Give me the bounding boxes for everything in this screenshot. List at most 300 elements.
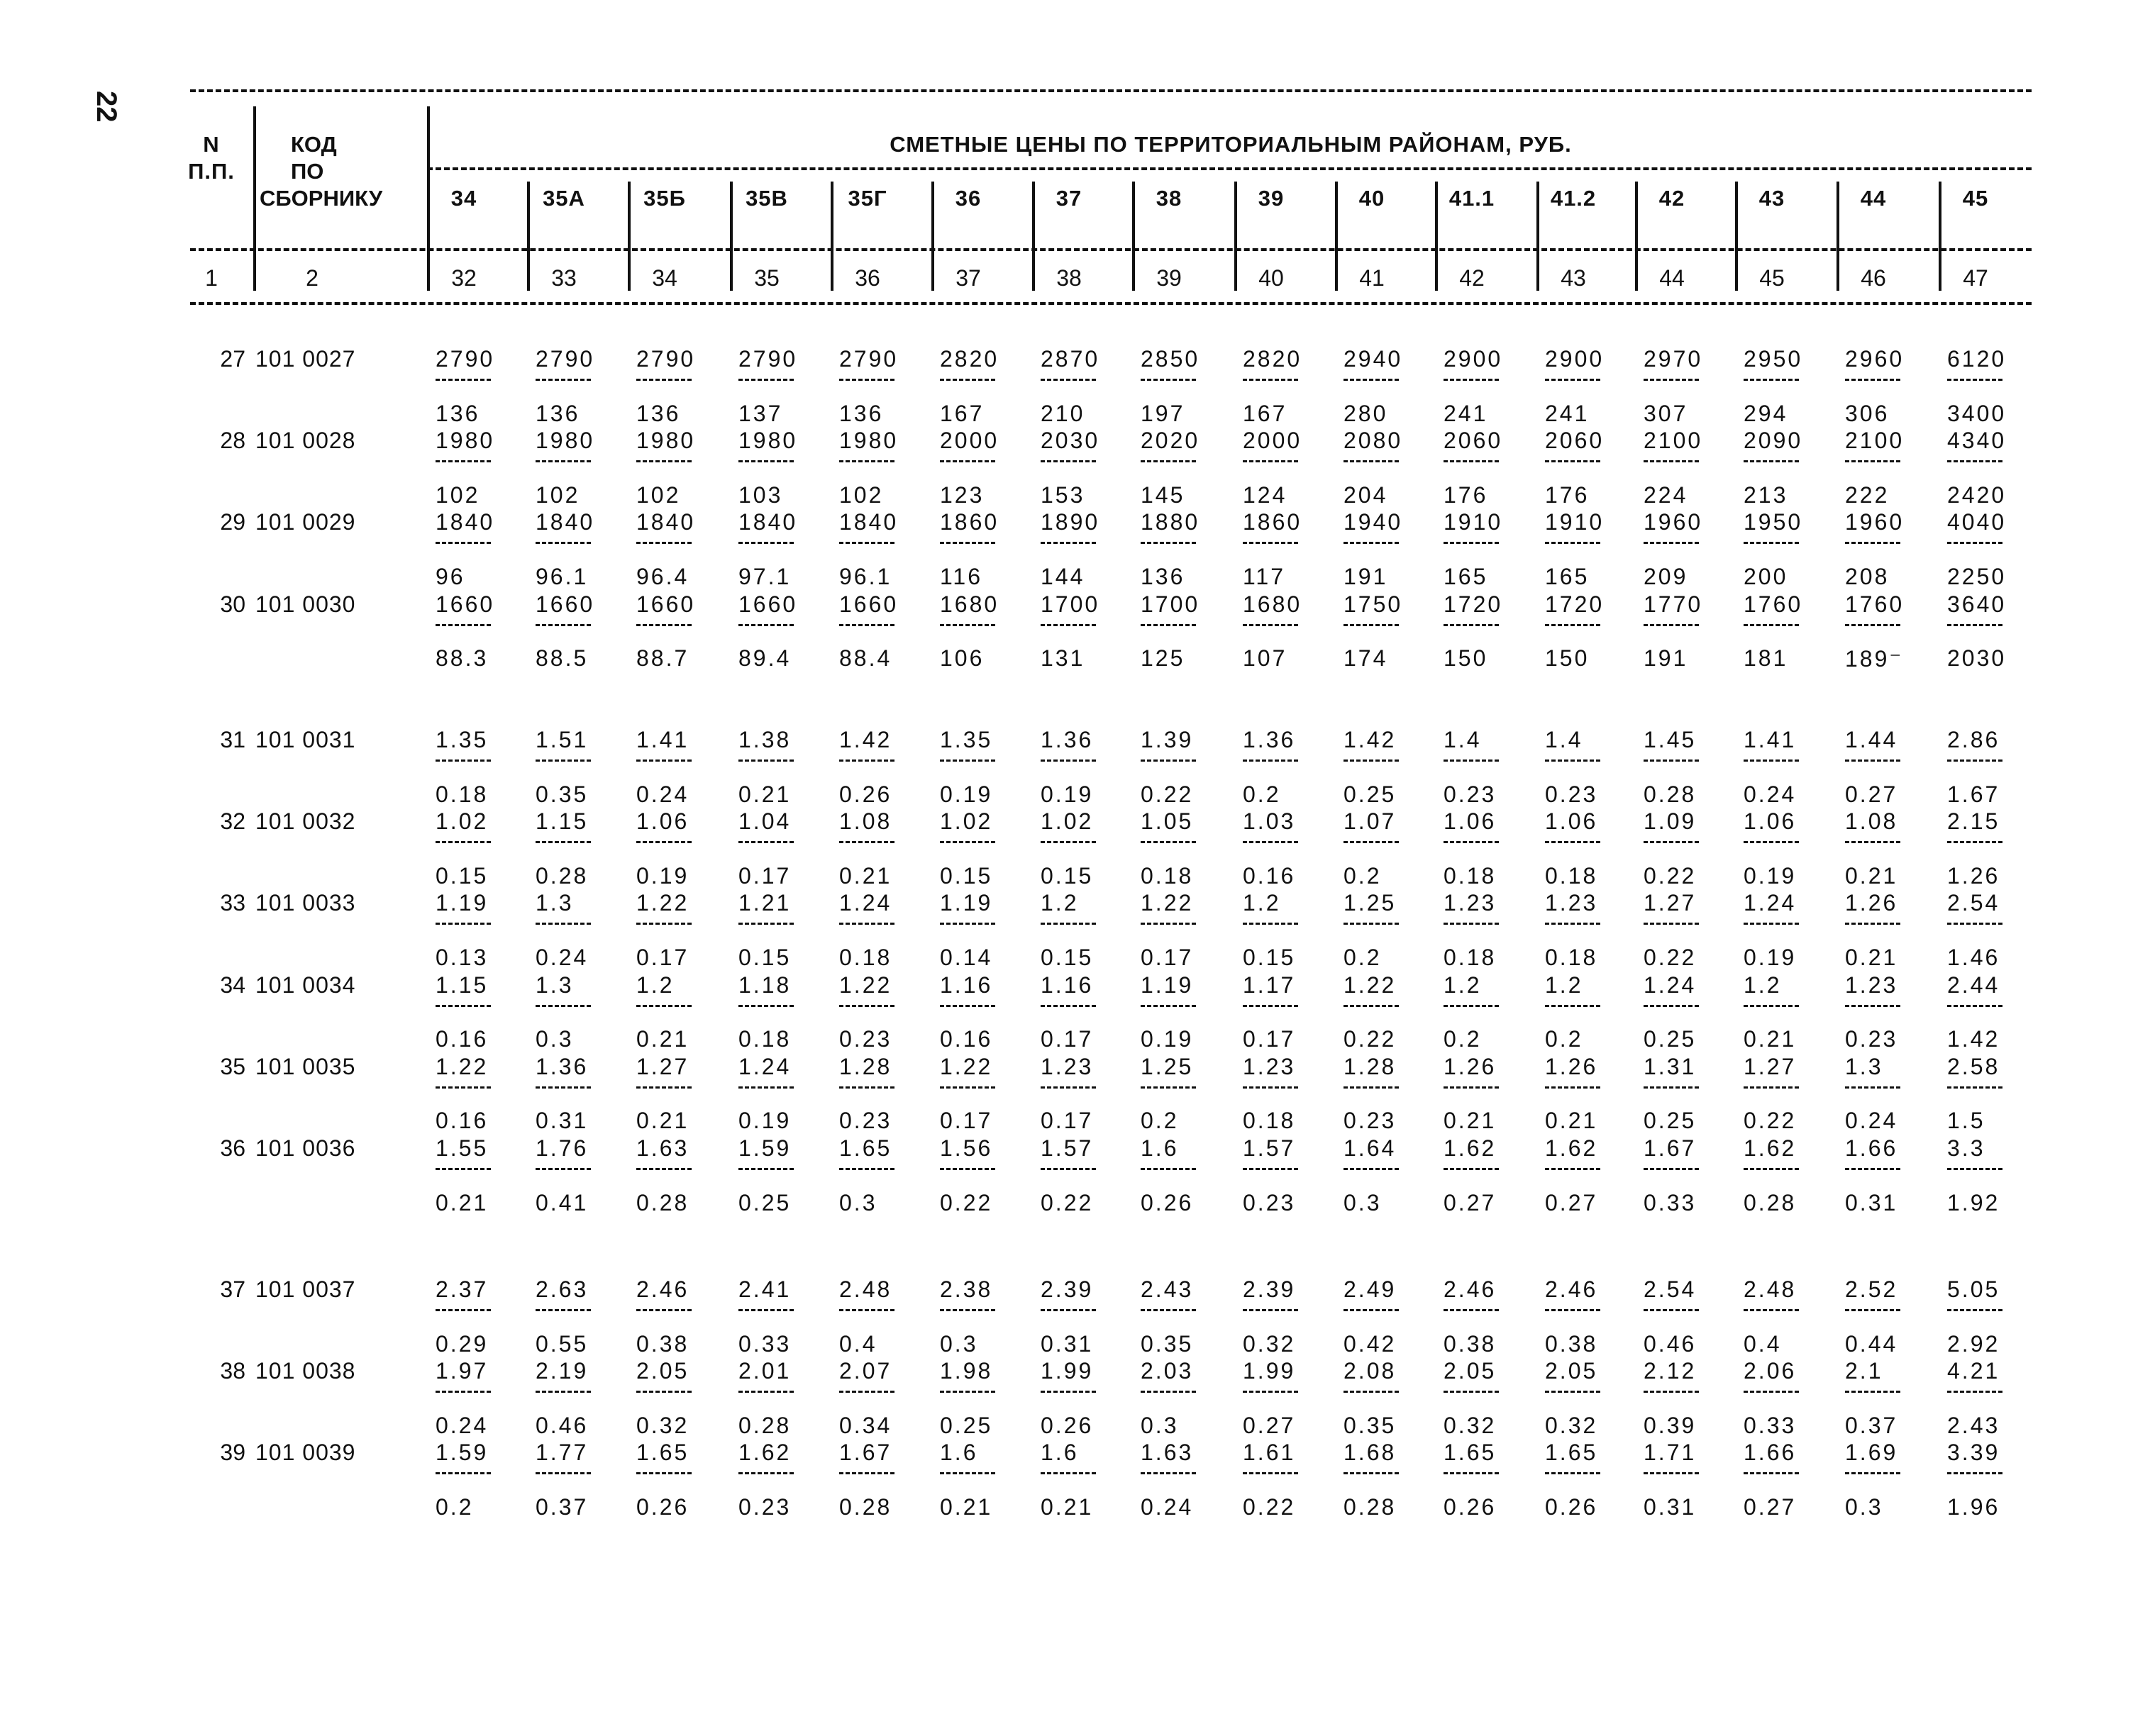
price-cell: 150	[1545, 645, 1590, 672]
price-cell: 1.22	[436, 1053, 489, 1079]
price-cell: 2.08	[1344, 1358, 1397, 1384]
price-cell: 3.3	[1947, 1135, 1985, 1161]
fraction-dash	[1041, 624, 1096, 626]
header-index: 44	[1659, 265, 1685, 291]
price-cell: 0.33	[1744, 1412, 1797, 1438]
fraction-dash	[1444, 542, 1499, 544]
price-cell: 0.21	[1444, 1108, 1497, 1134]
price-cell: 4.21	[1947, 1358, 2000, 1384]
fraction-dash	[1141, 1005, 1196, 1007]
fraction-dash	[1744, 1168, 1799, 1170]
price-cell: 1.4	[1444, 727, 1482, 752]
fraction-dash	[1243, 841, 1298, 843]
fraction-dash	[1545, 1086, 1600, 1089]
price-cell: 1.41	[1744, 727, 1797, 752]
fraction-dash	[1545, 1005, 1600, 1007]
fraction-dash	[1444, 1472, 1499, 1474]
fraction-dash	[1243, 460, 1298, 462]
price-cell: 181	[1744, 645, 1788, 672]
row-label	[211, 591, 355, 618]
price-cell: 1.62	[738, 1440, 792, 1466]
fraction-dash	[1947, 1309, 2002, 1311]
fraction-dash	[738, 379, 794, 381]
fraction-dash	[1644, 1391, 1699, 1393]
price-cell: 1.3	[1845, 1053, 1883, 1079]
price-cell: 0.31	[1644, 1494, 1697, 1520]
row-number: 33	[220, 890, 245, 916]
price-cell: 0.28	[1644, 781, 1697, 807]
fraction-dash	[1744, 760, 1799, 762]
price-cell: 0.32	[1243, 1330, 1296, 1357]
fraction-dash	[1744, 841, 1799, 843]
fraction-dash	[536, 760, 591, 762]
price-cell: 0.26	[1545, 1494, 1598, 1520]
price-cell: 150	[1444, 645, 1488, 672]
header-index: 34	[652, 265, 677, 291]
fraction-dash	[1545, 542, 1600, 544]
price-cell: 1660	[738, 591, 798, 617]
fraction-dash	[1141, 379, 1196, 381]
fraction-dash	[436, 1005, 491, 1007]
price-cell: 136	[1141, 564, 1185, 589]
fraction-dash	[1041, 841, 1096, 843]
price-cell: 1.3	[536, 972, 574, 998]
price-cell: 88.5	[536, 645, 589, 672]
fraction-dash	[940, 624, 995, 626]
fraction-dash	[1344, 1005, 1399, 1007]
price-cell: 1.99	[1041, 1358, 1094, 1384]
header-district: 38	[1156, 186, 1182, 211]
fraction-dash	[1947, 460, 2002, 462]
price-cell: 0.22	[1644, 945, 1697, 970]
fraction-dash	[1141, 1086, 1196, 1089]
fraction-dash	[1444, 1309, 1499, 1311]
price-cell: 137	[738, 400, 783, 426]
price-cell: 2.54	[1947, 890, 2000, 916]
price-cell: 1.22	[1141, 890, 1194, 916]
fraction-dash	[1545, 923, 1600, 925]
fraction-dash	[1545, 1309, 1600, 1311]
price-cell: 1.42	[839, 727, 892, 752]
fraction-dash	[636, 460, 692, 462]
price-cell: 0.18	[839, 945, 892, 970]
fraction-dash	[1845, 1086, 1900, 1089]
header-district: 44	[1860, 186, 1887, 211]
row-code: 101 0029	[255, 509, 356, 535]
fraction-dash	[1041, 542, 1096, 544]
fraction-dash	[940, 1005, 995, 1007]
price-cell: 1.03	[1243, 808, 1296, 835]
price-cell: 1980	[839, 428, 899, 454]
price-cell: 2.52	[1845, 1276, 1898, 1302]
fraction-dash	[940, 1086, 995, 1089]
price-cell: 2.1	[1845, 1358, 1883, 1384]
fraction-dash	[1845, 542, 1900, 544]
price-cell: 1.65	[636, 1440, 689, 1466]
price-cell: 2090	[1744, 428, 1803, 454]
fraction-dash	[1141, 624, 1196, 626]
price-cell: 2100	[1845, 428, 1905, 454]
price-cell: 0.16	[436, 1026, 489, 1052]
fraction-dash	[1644, 379, 1699, 381]
price-cell: 2940	[1344, 346, 1403, 372]
row-number: 36	[220, 1135, 245, 1161]
price-cell: 0.24	[1845, 1108, 1898, 1134]
fraction-dash	[1141, 923, 1196, 925]
fraction-dash	[1444, 1005, 1499, 1007]
fraction-dash	[536, 1086, 591, 1089]
fraction-dash	[1243, 1309, 1298, 1311]
price-cell: 0.37	[1845, 1412, 1898, 1438]
price-cell: 1980	[636, 428, 696, 454]
header-vrule	[1939, 182, 1941, 291]
price-cell: 2820	[940, 346, 999, 372]
header-vrule	[253, 106, 256, 291]
price-cell: 0.27	[1545, 1189, 1598, 1215]
header-group-rule	[427, 167, 2032, 170]
price-cell: 1.44	[1845, 727, 1898, 752]
price-cell: 1660	[436, 591, 495, 617]
price-cell: 208	[1845, 564, 1890, 589]
price-cell: 1.66	[1744, 1440, 1797, 1466]
price-cell: 1.2	[1744, 972, 1782, 998]
price-cell: 1980	[536, 428, 595, 454]
fraction-dash	[1947, 1168, 2002, 1170]
price-cell: 0.32	[1545, 1412, 1598, 1438]
fraction-dash	[1644, 1309, 1699, 1311]
fraction-dash	[1041, 760, 1096, 762]
fraction-dash	[1845, 1472, 1900, 1474]
fraction-dash	[1644, 1005, 1699, 1007]
price-cell: 2.86	[1947, 727, 2000, 752]
row-code: 101 0030	[255, 591, 356, 617]
price-cell: 2060	[1545, 428, 1605, 454]
fraction-dash	[940, 460, 995, 462]
price-cell: 2060	[1444, 428, 1503, 454]
row-code: 101 0038	[255, 1358, 356, 1384]
price-cell: 88.4	[839, 645, 892, 672]
price-cell: 1.64	[1344, 1135, 1397, 1161]
price-cell: 1.16	[1041, 972, 1094, 998]
fraction-dash	[1444, 760, 1499, 762]
price-cell: 0.21	[1744, 1026, 1797, 1052]
price-cell: 0.26	[1141, 1189, 1194, 1215]
fraction-dash	[1141, 1309, 1196, 1311]
price-cell: 0.21	[738, 781, 792, 807]
price-cell: 2950	[1744, 346, 1803, 372]
price-cell: 1980	[738, 428, 798, 454]
fraction-dash	[536, 1472, 591, 1474]
price-cell: 1.26	[1545, 1053, 1598, 1079]
price-cell: 107	[1243, 645, 1287, 672]
price-cell: 1.24	[839, 890, 892, 916]
price-cell: 1.42	[1947, 1026, 2000, 1052]
price-cell: 0.16	[940, 1026, 993, 1052]
fraction-dash	[1744, 1472, 1799, 1474]
fraction-dash	[1644, 923, 1699, 925]
price-cell: 2870	[1041, 346, 1100, 372]
price-cell: 2.54	[1644, 1276, 1697, 1302]
fraction-dash	[1344, 1309, 1399, 1311]
price-cell: 1910	[1444, 509, 1503, 535]
price-cell: 1.63	[636, 1135, 689, 1161]
fraction-dash	[1644, 460, 1699, 462]
price-cell: 117	[1243, 564, 1286, 589]
price-cell: 1890	[1041, 509, 1100, 535]
price-cell: 0.26	[839, 781, 892, 807]
price-cell: 2.63	[536, 1276, 589, 1302]
price-cell: 1.38	[738, 727, 792, 752]
price-cell: 0.19	[1141, 1026, 1194, 1052]
price-cell: 0.3	[1845, 1494, 1883, 1520]
price-cell: 1840	[738, 509, 798, 535]
price-cell: 0.29	[436, 1330, 489, 1357]
row-label	[211, 890, 355, 916]
price-cell: 1.18	[738, 972, 792, 998]
fraction-dash	[436, 760, 491, 762]
price-cell: 2.46	[1545, 1276, 1598, 1302]
price-cell: 0.25	[1344, 781, 1397, 807]
row-code: 101 0039	[255, 1440, 356, 1466]
fraction-dash	[1243, 760, 1298, 762]
fraction-dash	[1845, 624, 1900, 626]
fraction-dash	[1041, 923, 1096, 925]
price-cell: 1.06	[1545, 808, 1598, 835]
price-cell: 2250	[1947, 564, 2007, 589]
row-code: 101 0032	[255, 808, 356, 835]
price-cell: 0.28	[738, 1412, 792, 1438]
fraction-dash	[1041, 1391, 1096, 1393]
price-cell: 0.23	[839, 1026, 892, 1052]
header-index: 32	[451, 265, 477, 291]
price-cell: 2790	[839, 346, 899, 372]
price-cell: 145	[1141, 482, 1185, 508]
price-cell: 1.2	[1243, 890, 1281, 916]
price-cell: 0.26	[1444, 1494, 1497, 1520]
fraction-dash	[1344, 760, 1399, 762]
price-cell: 4040	[1947, 509, 2007, 535]
fraction-dash	[1845, 379, 1900, 381]
fraction-dash	[436, 923, 491, 925]
header-bottom-rule	[190, 302, 2032, 305]
price-cell: 1.63	[1141, 1440, 1194, 1466]
fraction-dash	[436, 542, 491, 544]
fraction-dash	[536, 460, 591, 462]
price-cell: 0.31	[1845, 1189, 1898, 1215]
row-number: 38	[220, 1358, 245, 1384]
fraction-dash	[738, 1472, 794, 1474]
header-index: 2	[306, 265, 318, 291]
price-cell: 1860	[940, 509, 999, 535]
fraction-dash	[1644, 841, 1699, 843]
header-vrule	[1435, 182, 1438, 291]
header-vrule	[730, 182, 733, 291]
price-cell: 0.23	[738, 1494, 792, 1520]
fraction-dash	[436, 1309, 491, 1311]
header-index: 38	[1056, 265, 1082, 291]
fraction-dash	[738, 923, 794, 925]
price-cell: 0.28	[636, 1189, 689, 1215]
fraction-dash	[1947, 1472, 2002, 1474]
price-cell: 0.15	[1041, 862, 1094, 889]
fraction-dash	[1644, 624, 1699, 626]
fraction-dash	[1344, 624, 1399, 626]
fraction-dash	[839, 1086, 894, 1089]
price-cell: 0.17	[1041, 1026, 1094, 1052]
price-cell: 0.34	[839, 1412, 892, 1438]
price-cell: 1.36	[1041, 727, 1094, 752]
price-cell: 2850	[1141, 346, 1200, 372]
price-cell: 1.59	[738, 1135, 792, 1161]
price-cell: 1.6	[1041, 1440, 1079, 1466]
fraction-dash	[636, 923, 692, 925]
price-cell: 0.4	[1744, 1330, 1782, 1357]
price-cell: 280	[1344, 400, 1388, 426]
price-cell: 1.76	[536, 1135, 589, 1161]
header-vrule	[1735, 182, 1738, 291]
price-cell: 1.67	[839, 1440, 892, 1466]
price-cell: 136	[436, 400, 480, 426]
price-cell: 0.17	[1141, 945, 1194, 970]
price-cell: 4340	[1947, 428, 2007, 454]
price-cell: 1660	[536, 591, 595, 617]
header-district: 37	[1056, 186, 1082, 211]
price-cell: 1.65	[839, 1135, 892, 1161]
price-cell: 1840	[636, 509, 696, 535]
fraction-dash	[1545, 379, 1600, 381]
price-cell: 0.21	[1041, 1494, 1094, 1520]
fraction-dash	[636, 542, 692, 544]
fraction-dash	[1444, 460, 1499, 462]
price-cell: 0.25	[1644, 1108, 1697, 1134]
header-district: 35Б	[643, 186, 686, 211]
fraction-dash	[738, 542, 794, 544]
price-cell: 1.46	[1947, 945, 2000, 970]
fraction-dash	[1947, 1086, 2002, 1089]
header-top-rule	[190, 89, 2032, 92]
price-cell: 2.58	[1947, 1053, 2000, 1079]
price-cell: 2.43	[1141, 1276, 1194, 1302]
header-n-label: N	[203, 132, 220, 157]
price-cell: 0.19	[636, 862, 689, 889]
fraction-dash	[1041, 1168, 1096, 1170]
fraction-dash	[1744, 624, 1799, 626]
fraction-dash	[1344, 460, 1399, 462]
header-index: 46	[1861, 265, 1886, 291]
fraction-dash	[636, 841, 692, 843]
header-district: 35Г	[848, 186, 887, 211]
price-cell: 1.28	[1344, 1053, 1397, 1079]
header-index: 41	[1359, 265, 1385, 291]
fraction-dash	[1243, 1005, 1298, 1007]
header-vrule	[1132, 182, 1135, 291]
price-cell: 1.08	[1845, 808, 1898, 835]
fraction-dash	[636, 1168, 692, 1170]
price-cell: 131	[1041, 645, 1085, 672]
price-cell: 144	[1041, 564, 1085, 589]
price-cell: 0.55	[536, 1330, 589, 1357]
price-cell: 0.2	[1141, 1108, 1179, 1134]
price-cell: 1840	[839, 509, 899, 535]
price-cell: 294	[1744, 400, 1788, 426]
fraction-dash	[839, 542, 894, 544]
price-cell: 102	[839, 482, 884, 508]
price-cell: 1.06	[1744, 808, 1797, 835]
price-cell: 1.77	[536, 1440, 589, 1466]
fraction-dash	[436, 1391, 491, 1393]
price-cell: 174	[1344, 645, 1388, 672]
fraction-dash	[1444, 1168, 1499, 1170]
fraction-dash	[1644, 1168, 1699, 1170]
price-cell: 2.12	[1644, 1358, 1697, 1384]
price-cell: 0.27	[1845, 781, 1898, 807]
fraction-dash	[1444, 624, 1499, 626]
price-cell: 1.08	[839, 808, 892, 835]
price-cell: 2080	[1344, 428, 1403, 454]
price-cell: 0.18	[1243, 1108, 1296, 1134]
fraction-dash	[436, 1168, 491, 1170]
fraction-dash	[1845, 760, 1900, 762]
header-index: 43	[1561, 265, 1586, 291]
price-cell: 0.21	[636, 1108, 689, 1134]
fraction-dash	[1845, 841, 1900, 843]
header-vrule	[831, 182, 833, 291]
price-cell: 2020	[1141, 428, 1200, 454]
price-cell: 1.23	[1243, 1053, 1296, 1079]
fraction-dash	[1545, 841, 1600, 843]
header-district: 41.1	[1448, 186, 1495, 211]
price-cell: 1.66	[1845, 1135, 1898, 1161]
price-cell: 0.24	[1141, 1494, 1194, 1520]
price-cell: 0.15	[436, 862, 489, 889]
header-index: 36	[855, 265, 880, 291]
fraction-dash	[940, 841, 995, 843]
price-cell: 0.25	[940, 1412, 993, 1438]
fraction-dash	[636, 379, 692, 381]
fraction-dash	[1141, 841, 1196, 843]
header-vrule	[1032, 182, 1035, 291]
fraction-dash	[940, 923, 995, 925]
fraction-dash	[1243, 1391, 1298, 1393]
row-label	[211, 1358, 355, 1384]
price-cell: 0.2	[1344, 862, 1382, 889]
fraction-dash	[1444, 1086, 1499, 1089]
fraction-dash	[1947, 1005, 2002, 1007]
price-cell: 189⁻	[1845, 646, 1904, 672]
price-cell: 102	[536, 482, 580, 508]
price-cell: 2100	[1644, 428, 1703, 454]
price-cell: 1.62	[1744, 1135, 1797, 1161]
fraction-dash	[940, 1168, 995, 1170]
fraction-dash	[839, 1472, 894, 1474]
fraction-dash	[738, 624, 794, 626]
price-cell: 0.19	[1041, 781, 1094, 807]
fraction-dash	[1947, 542, 2002, 544]
price-cell: 2.37	[436, 1276, 489, 1302]
fraction-dash	[839, 1309, 894, 1311]
price-cell: 3400	[1947, 400, 2007, 426]
price-cell: 0.21	[436, 1189, 489, 1215]
price-cell: 0.17	[738, 862, 792, 889]
price-cell: 1.05	[1141, 808, 1194, 835]
fraction-dash	[1545, 1168, 1600, 1170]
fraction-dash	[1344, 542, 1399, 544]
price-cell: 0.24	[436, 1412, 489, 1438]
fraction-dash	[1344, 841, 1399, 843]
header-index: 35	[754, 265, 780, 291]
row-label	[211, 727, 355, 753]
price-cell: 0.22	[940, 1189, 993, 1215]
